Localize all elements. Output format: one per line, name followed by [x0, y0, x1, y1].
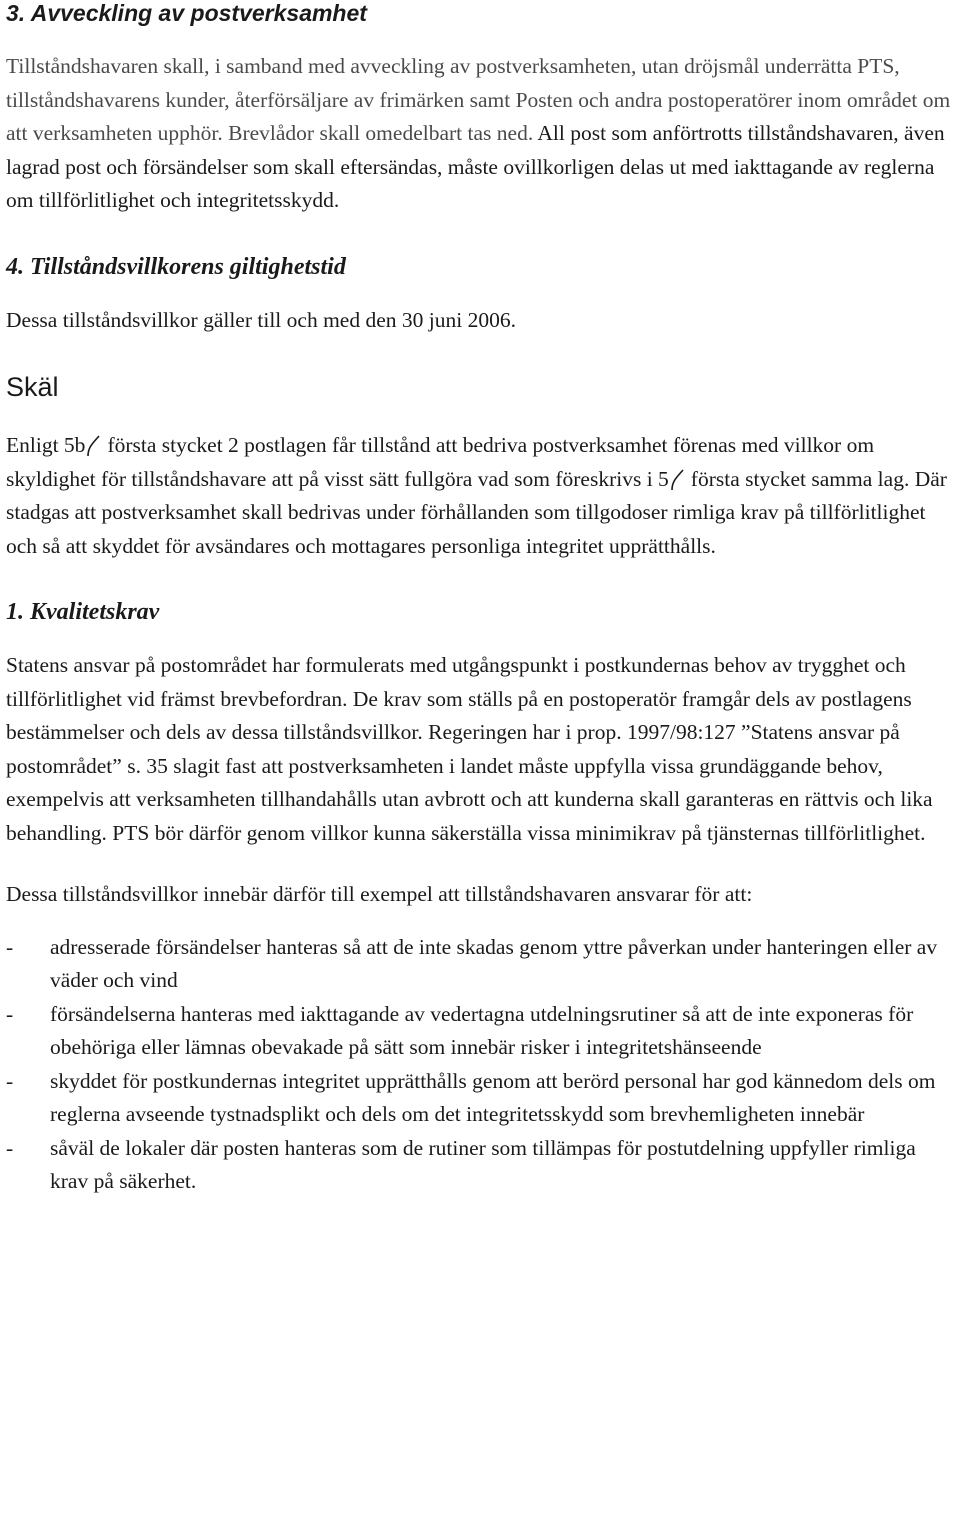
kvalitetskrav-paragraph-1: Statens ansvar på postområdet har formulerats med utgångspunkt i postkundernas behov av trygghet och tillförlitlighet vid främst brevbefordran. De krav som ställs på en postoperatör framgår dels av postlagens bestämmelser och dels av dessa tillståndsvillkor. Regeringen har i prop. 1997/98:127 ”Statens ansvar på postområdet” s. 35 slagit fast att postverksamheten i landet måste uppfylla vissa grundäggande behov, exempelvis att verksamheten tillhandahålls utan avbrott och att kunderna skall garanteras en rättvis och lika behandling. PTS bör därför genom villkor kunna säkerställa vissa minimikrav på tjänsternas tillförlitlighet.: [6, 653, 933, 845]
skal-text-a: Enligt 5b: [6, 433, 86, 457]
list-item: [6, 1132, 954, 1199]
section-4-paragraph: Dessa tillståndsvillkor gäller till och med den 30 juni 2006.: [6, 307, 516, 332]
list-dash: -: [6, 934, 14, 959]
section-3-text-b: All post som anförtrotts tillståndshavaren, även lagrad post och försändelser som skall eftersändas, måste ovillkorligen delas ut med iakttagande av reglerna om tillförlitlighet och integritetsskydd.: [6, 121, 945, 212]
list-item-text: skyddet för postkundernas integritet upprätthålls genom att berörd personal har god kännedom dels om reglerna avseende tystnadsplikt och dels om det integritetsskydd som brevhemligheten innebär: [50, 1068, 936, 1126]
list-item: [6, 998, 954, 1065]
list-dash: -: [6, 1068, 14, 1093]
section-sign-icon: [87, 435, 101, 457]
section-3-heading: 3. Avveckling av postverksamhet: [6, 0, 367, 26]
skal-text-b: första stycket 2 postlagen får tillstånd att bedriva postverksamhet förenas med villkor om skyldighet för tillståndshavare att på visst sätt fullgöra vad som föreskrivs i 5: [6, 433, 875, 491]
section-3-paragraph: [6, 50, 954, 218]
list-item-text: såväl de lokaler där posten hanteras som de rutiner som tillämpas för postutdelning uppfyller rimliga krav på säkerhet.: [50, 1135, 916, 1193]
list-item: [6, 1065, 954, 1132]
skal-paragraph: [6, 429, 954, 563]
section-3-text-a: Tillståndshavaren skall, i samband med avveckling av postverksamheten, utan dröjsmål underrätta PTS, tillståndshavarens kunder, återförsäljare av frimärken samt Posten och andra postoperatörer inom området om att verksamheten upphör. Brevlådor skall omedelbart tas ned.: [6, 54, 951, 145]
requirements-list: [6, 931, 954, 1199]
section-4-heading: 4. Tillståndsvillkorens giltighetstid: [6, 253, 346, 280]
kvalitetskrav-heading: 1. Kvalitetskrav: [6, 599, 160, 625]
list-dash: -: [6, 1001, 14, 1026]
list-dash: -: [6, 1135, 14, 1160]
list-item-text: försändelserna hanteras med iakttagande av vedertagna utdelningsrutiner så att de inte exponeras för obehöriga eller lämnas obevakade på sätt som innebär risker i integritetshänseende: [50, 1001, 914, 1059]
skal-heading: Skäl: [6, 372, 59, 402]
skal-text-c: första stycket samma lag. Där stadgas att postverksamhet skall bedrivas under förhållanden som tillgodoser rimliga krav på tillförlitlighet och så att skyddet för avsändares och mottagares personliga integritet upprätthålls.: [6, 466, 947, 558]
section-sign-icon: [671, 469, 685, 491]
list-item: [6, 931, 954, 998]
list-item-text: adresserade försändelser hanteras så att de inte skadas genom yttre påverkan under hanteringen eller av väder och vind: [50, 934, 938, 992]
kvalitetskrav-paragraph-2: Dessa tillståndsvillkor innebär därför till exempel att tillståndshavaren ansvarar för att:: [6, 882, 753, 906]
